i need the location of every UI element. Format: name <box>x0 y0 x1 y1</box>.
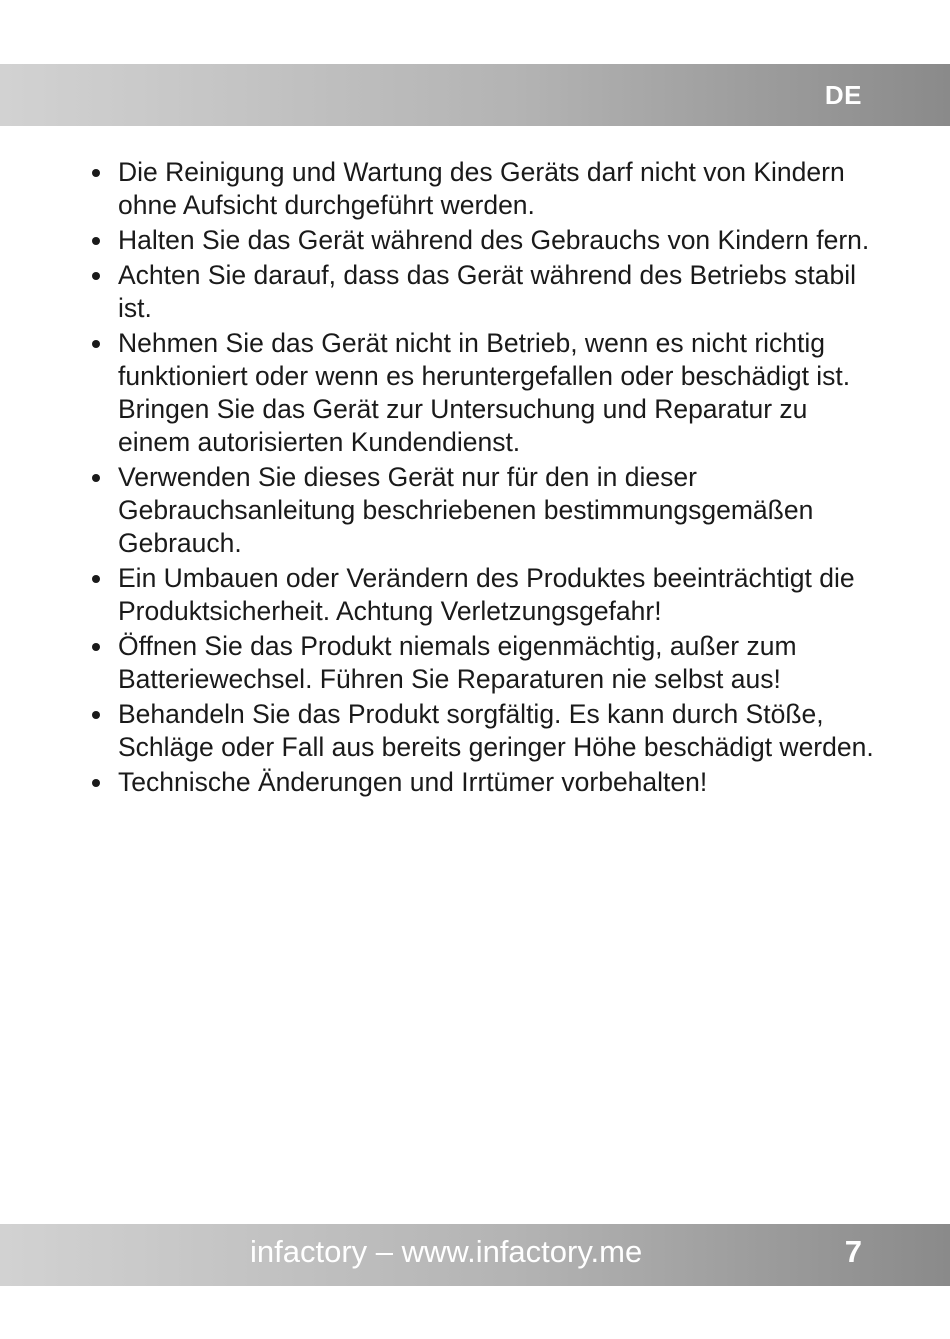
header-band <box>0 64 950 126</box>
bullet-icon <box>92 711 100 719</box>
footer-band <box>0 1224 950 1286</box>
bullet-icon <box>92 779 100 787</box>
safety-instructions-list <box>84 156 874 799</box>
bullet-icon <box>92 575 100 583</box>
list-item <box>84 259 874 325</box>
bullet-icon <box>92 169 100 177</box>
list-item <box>84 224 874 257</box>
bullet-icon <box>92 340 100 348</box>
list-item <box>84 156 874 222</box>
page-number: 7 <box>844 1234 862 1269</box>
list-item-text: Nehmen Sie das Gerät nicht in Betrieb, wenn es nicht richtig funktioniert oder wenn es heruntergefallen oder beschädigt ist. Bringen Sie das Gerät zur Untersuchung und Reparatur zu einem autorisierten Kundendienst. <box>118 328 851 457</box>
bullet-icon <box>92 272 100 280</box>
list-item <box>84 766 874 799</box>
list-item <box>84 698 874 764</box>
list-item-text: Achten Sie darauf, dass das Gerät während des Betriebs stabil ist. <box>118 260 857 323</box>
list-item-text: Verwenden Sie dieses Gerät nur für den in dieser Gebrauchsanleitung beschriebenen bestimmungsgemäßen Gebrauch. <box>118 462 814 558</box>
bullet-icon <box>92 643 100 651</box>
list-item <box>84 327 874 459</box>
list-item-text: Technische Änderungen und Irrtümer vorbehalten! <box>118 767 708 797</box>
bullet-icon <box>92 237 100 245</box>
list-item-text: Ein Umbauen oder Verändern des Produktes beeinträchtigt die Produktsicherheit. Achtung Verletzungsgefahr! <box>118 563 855 626</box>
list-item <box>84 562 874 628</box>
list-item <box>84 461 874 560</box>
bullet-icon <box>92 474 100 482</box>
footer-brand-url: infactory – www.infactory.me <box>250 1234 643 1269</box>
page-content <box>84 156 874 801</box>
list-item-text: Halten Sie das Gerät während des Gebrauchs von Kindern fern. <box>118 225 870 255</box>
list-item-text: Die Reinigung und Wartung des Geräts darf nicht von Kindern ohne Aufsicht durchgeführt werden. <box>118 157 845 220</box>
list-item-text: Behandeln Sie das Produkt sorgfältig. Es kann durch Stöße, Schläge oder Fall aus bereits geringer Höhe beschädigt werden. <box>118 699 874 762</box>
list-item-text: Öffnen Sie das Produkt niemals eigenmächtig, außer zum Batteriewechsel. Führen Sie Reparaturen nie selbst aus! <box>118 631 797 694</box>
language-code: DE <box>824 80 862 110</box>
list-item <box>84 630 874 696</box>
